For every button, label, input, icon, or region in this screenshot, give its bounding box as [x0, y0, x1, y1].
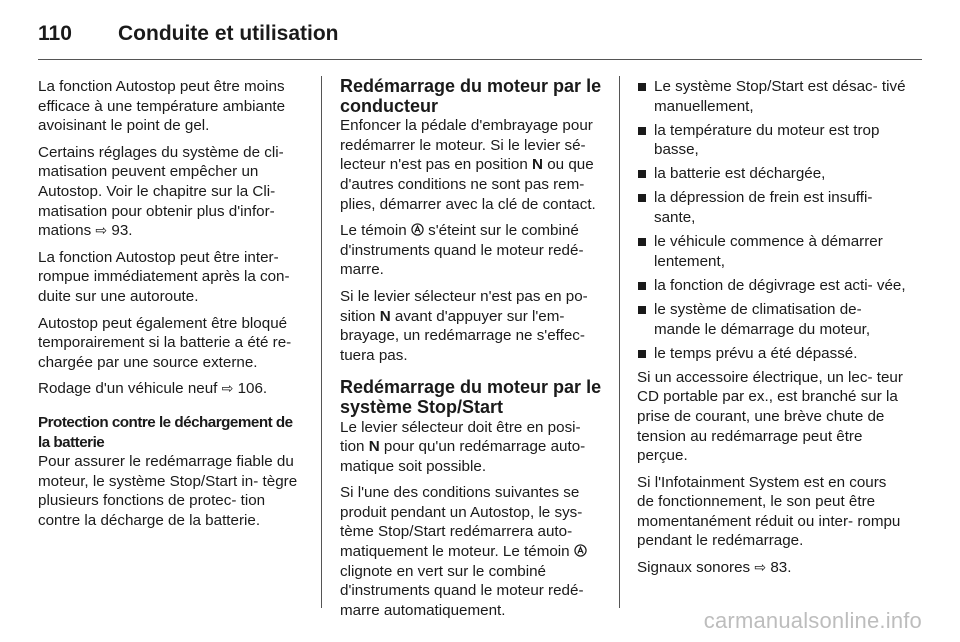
section-heading: Redémarrage du moteur par le système Stop/Start: [340, 377, 602, 417]
bullet-square-icon: [638, 238, 646, 246]
selector-position: N: [368, 438, 380, 456]
paragraph-text: Signaux sonores: [637, 559, 755, 577]
paragraph: [340, 287, 608, 365]
paragraph-text: Le témoin: [340, 222, 411, 240]
list-item: [637, 188, 907, 227]
paragraph: Autostop peut également être bloqué temporairement si la batterie a été re- chargée par une source externe.: [38, 314, 292, 371]
page-number: 110: [38, 22, 72, 45]
paragraph: [340, 221, 608, 280]
selector-position: N: [379, 307, 391, 325]
bullet-square-icon: [638, 282, 646, 290]
list-item: [637, 276, 907, 296]
bullet-square-icon: [638, 83, 646, 91]
list-item-text: le système de climatisation de- mande le démarrage du moteur,: [654, 300, 871, 338]
list-item: [637, 232, 907, 271]
bullet-square-icon: [638, 194, 646, 202]
paragraph-text: ou que d'autres conditions ne sont pas rem- plies, démarrer avec la clé de contact.: [340, 156, 596, 213]
column-divider-2: [619, 76, 620, 608]
autostop-indicator-icon: [574, 544, 587, 557]
paragraph: La fonction Autostop peut être inter- rompue immédiatement après la con- duite sur une autoroute.: [38, 248, 290, 305]
column-2: [340, 77, 608, 627]
selector-position: N: [532, 156, 543, 174]
list-item: [637, 77, 907, 116]
paragraph: [340, 116, 608, 214]
paragraph: [340, 418, 608, 477]
bullet-square-icon: [638, 306, 646, 314]
column-3: [637, 77, 907, 585]
list-item: [637, 300, 907, 339]
list-item-text: la dépression de frein est insuffi- sante,: [654, 189, 873, 227]
page-ref-link[interactable]: 93.: [111, 222, 133, 240]
list-item: [637, 121, 907, 160]
column-divider-1: [321, 76, 322, 608]
subheading: Protection contre le déchargement de la batterie: [38, 413, 293, 451]
page-header: [38, 14, 339, 54]
paragraph-text: s'éteint sur le combiné d'instruments quand le moteur redé- marre.: [340, 222, 584, 279]
bullet-square-icon: [638, 170, 646, 178]
column-1: [38, 77, 306, 537]
paragraph-text: clignote en vert sur le combiné d'instruments quand le moteur redé- marre automatiquement.: [340, 562, 584, 619]
list-item: [637, 344, 907, 364]
list-item-text: la température du moteur est trop basse,: [654, 121, 880, 159]
paragraph-text: Si l'une des conditions suivantes se produit pendant un Autostop, le sys- tème Stop/Start redémarrera auto- matiquement le moteur. Le témoin: [340, 484, 583, 561]
list-item-text: le temps prévu a été dépassé.: [654, 344, 858, 362]
list-item-text: la batterie est déchargée,: [654, 165, 826, 183]
page-title: Conduite et utilisation: [118, 22, 339, 45]
paragraph-text: pour qu'un redémarrage auto- matique soit possible.: [340, 438, 586, 475]
paragraph: Si un accessoire électrique, un lec- teur CD portable par ex., est branché sur la prise de courant, une brève chute de tension au redémarrage peut être perçue.: [637, 368, 903, 465]
page-ref-arrow-icon: ⇨: [95, 222, 108, 239]
list-item: [637, 164, 907, 184]
bullet-square-icon: [638, 350, 646, 358]
section-heading: Redémarrage du moteur par le conducteur: [340, 76, 602, 116]
list-item-text: la fonction de dégivrage est acti- vée,: [654, 276, 906, 294]
paragraph-text: Si le levier sélecteur n'est pas en po- sition: [340, 287, 588, 325]
header-rule: [38, 59, 922, 60]
paragraph: [637, 558, 907, 578]
bullet-square-icon: [638, 127, 646, 135]
page-ref-link[interactable]: 106.: [237, 380, 268, 398]
paragraph: La fonction Autostop peut être moins efficace à une température ambiante avoisinant le point de gel.: [38, 78, 286, 135]
page-ref-arrow-icon: ⇨: [754, 559, 767, 576]
page-ref-arrow-icon: ⇨: [221, 380, 234, 397]
paragraph-text: Certains réglages du système de cli- matisation peuvent empêcher un Autostop. Voir le chapitre sur la Cli- matisation pour obtenir plus d'infor- mations: [38, 143, 284, 240]
paragraph: [38, 143, 306, 241]
page-ref-link[interactable]: 83.: [770, 559, 792, 577]
paragraph: Pour assurer le redémarrage fiable du moteur, le système Stop/Start in- tègre plusieurs fonctions de protec- tion contre la décharge de la batterie.: [38, 453, 298, 529]
autostop-indicator-icon: [411, 223, 424, 236]
paragraph: [38, 379, 306, 399]
paragraph-text: Le levier sélecteur doit être en posi- tion: [340, 418, 581, 456]
paragraph-text: Enfoncer la pédale d'embrayage pour redémarrer le moteur. Si le levier sé- lecteur n'est pas en position: [340, 117, 593, 174]
paragraph: Si l'Infotainment System est en cours de fonctionnement, le son peut être momentanément réduit ou inter- rompu pendant le redémarrage.: [637, 473, 901, 550]
bullet-list: [637, 77, 907, 363]
watermark: carmanualsonline.info: [703, 608, 922, 633]
list-item-text: Le système Stop/Start est désac- tivé manuellement,: [654, 78, 906, 115]
paragraph-text: avant d'appuyer sur l'em- brayage, un redémarrage ne s'effec- tuera pas.: [340, 307, 585, 364]
paragraph: [340, 483, 608, 620]
list-item-text: le véhicule commence à démarrer lentement,: [654, 233, 883, 270]
paragraph-text: Rodage d'un véhicule neuf: [38, 380, 222, 398]
